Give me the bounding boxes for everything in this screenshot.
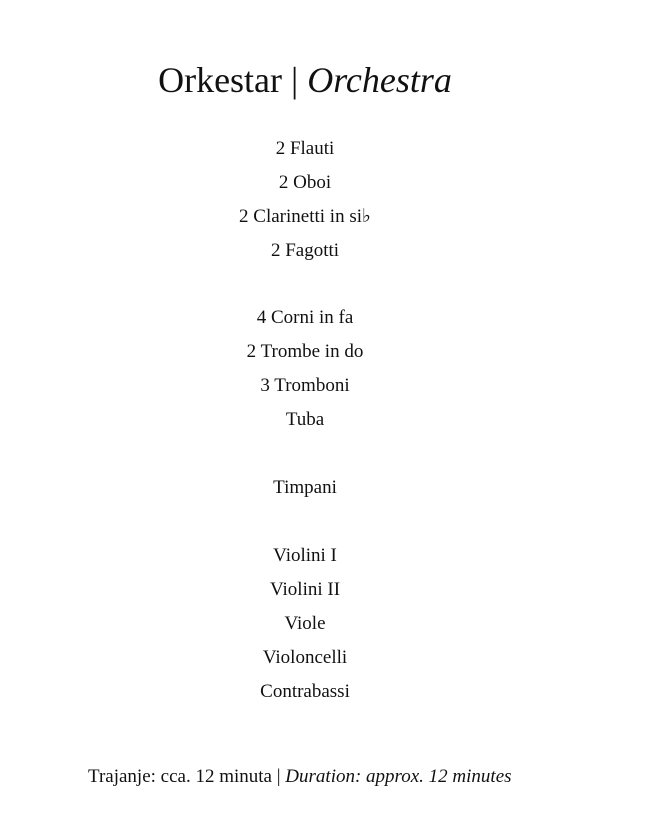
instrument-trumpets: 2 Trombe in do bbox=[246, 341, 364, 362]
instrument-double-basses: Contrabassi bbox=[260, 681, 350, 702]
instrument-oboes: 2 Oboi bbox=[278, 172, 332, 193]
instrument-violas: Viole bbox=[284, 613, 326, 634]
title-translation: Orchestra bbox=[307, 60, 452, 100]
duration-text: Trajanje: cca. 12 minuta bbox=[88, 766, 272, 787]
percussion-group bbox=[0, 471, 610, 505]
instrument-timpani: Timpani bbox=[273, 477, 337, 498]
title-separator: | bbox=[282, 60, 308, 100]
instrument-clarinets: 2 Clarinetti in si♭ bbox=[239, 206, 371, 227]
instrument-trombones: 3 Tromboni bbox=[260, 375, 350, 396]
duration-translation: Duration: approx. 12 minutes bbox=[285, 766, 512, 787]
instrument-horns: 4 Corni in fa bbox=[256, 307, 354, 328]
instrument-tuba: Tuba bbox=[285, 409, 325, 430]
woodwinds-group bbox=[0, 132, 610, 268]
instrument-bassoons: 2 Fagotti bbox=[270, 240, 340, 261]
instrument-violins-2: Violini II bbox=[269, 579, 341, 600]
instrument-flutes: 2 Flauti bbox=[275, 138, 335, 159]
duration-separator: | bbox=[271, 766, 286, 787]
page-title bbox=[0, 56, 610, 104]
strings-group bbox=[0, 539, 610, 709]
brass-group bbox=[0, 301, 610, 437]
duration-note bbox=[88, 764, 512, 790]
instrument-violins-1: Violini I bbox=[273, 545, 337, 566]
instrument-cellos: Violoncelli bbox=[262, 647, 348, 668]
title-main: Orkestar bbox=[158, 60, 283, 100]
